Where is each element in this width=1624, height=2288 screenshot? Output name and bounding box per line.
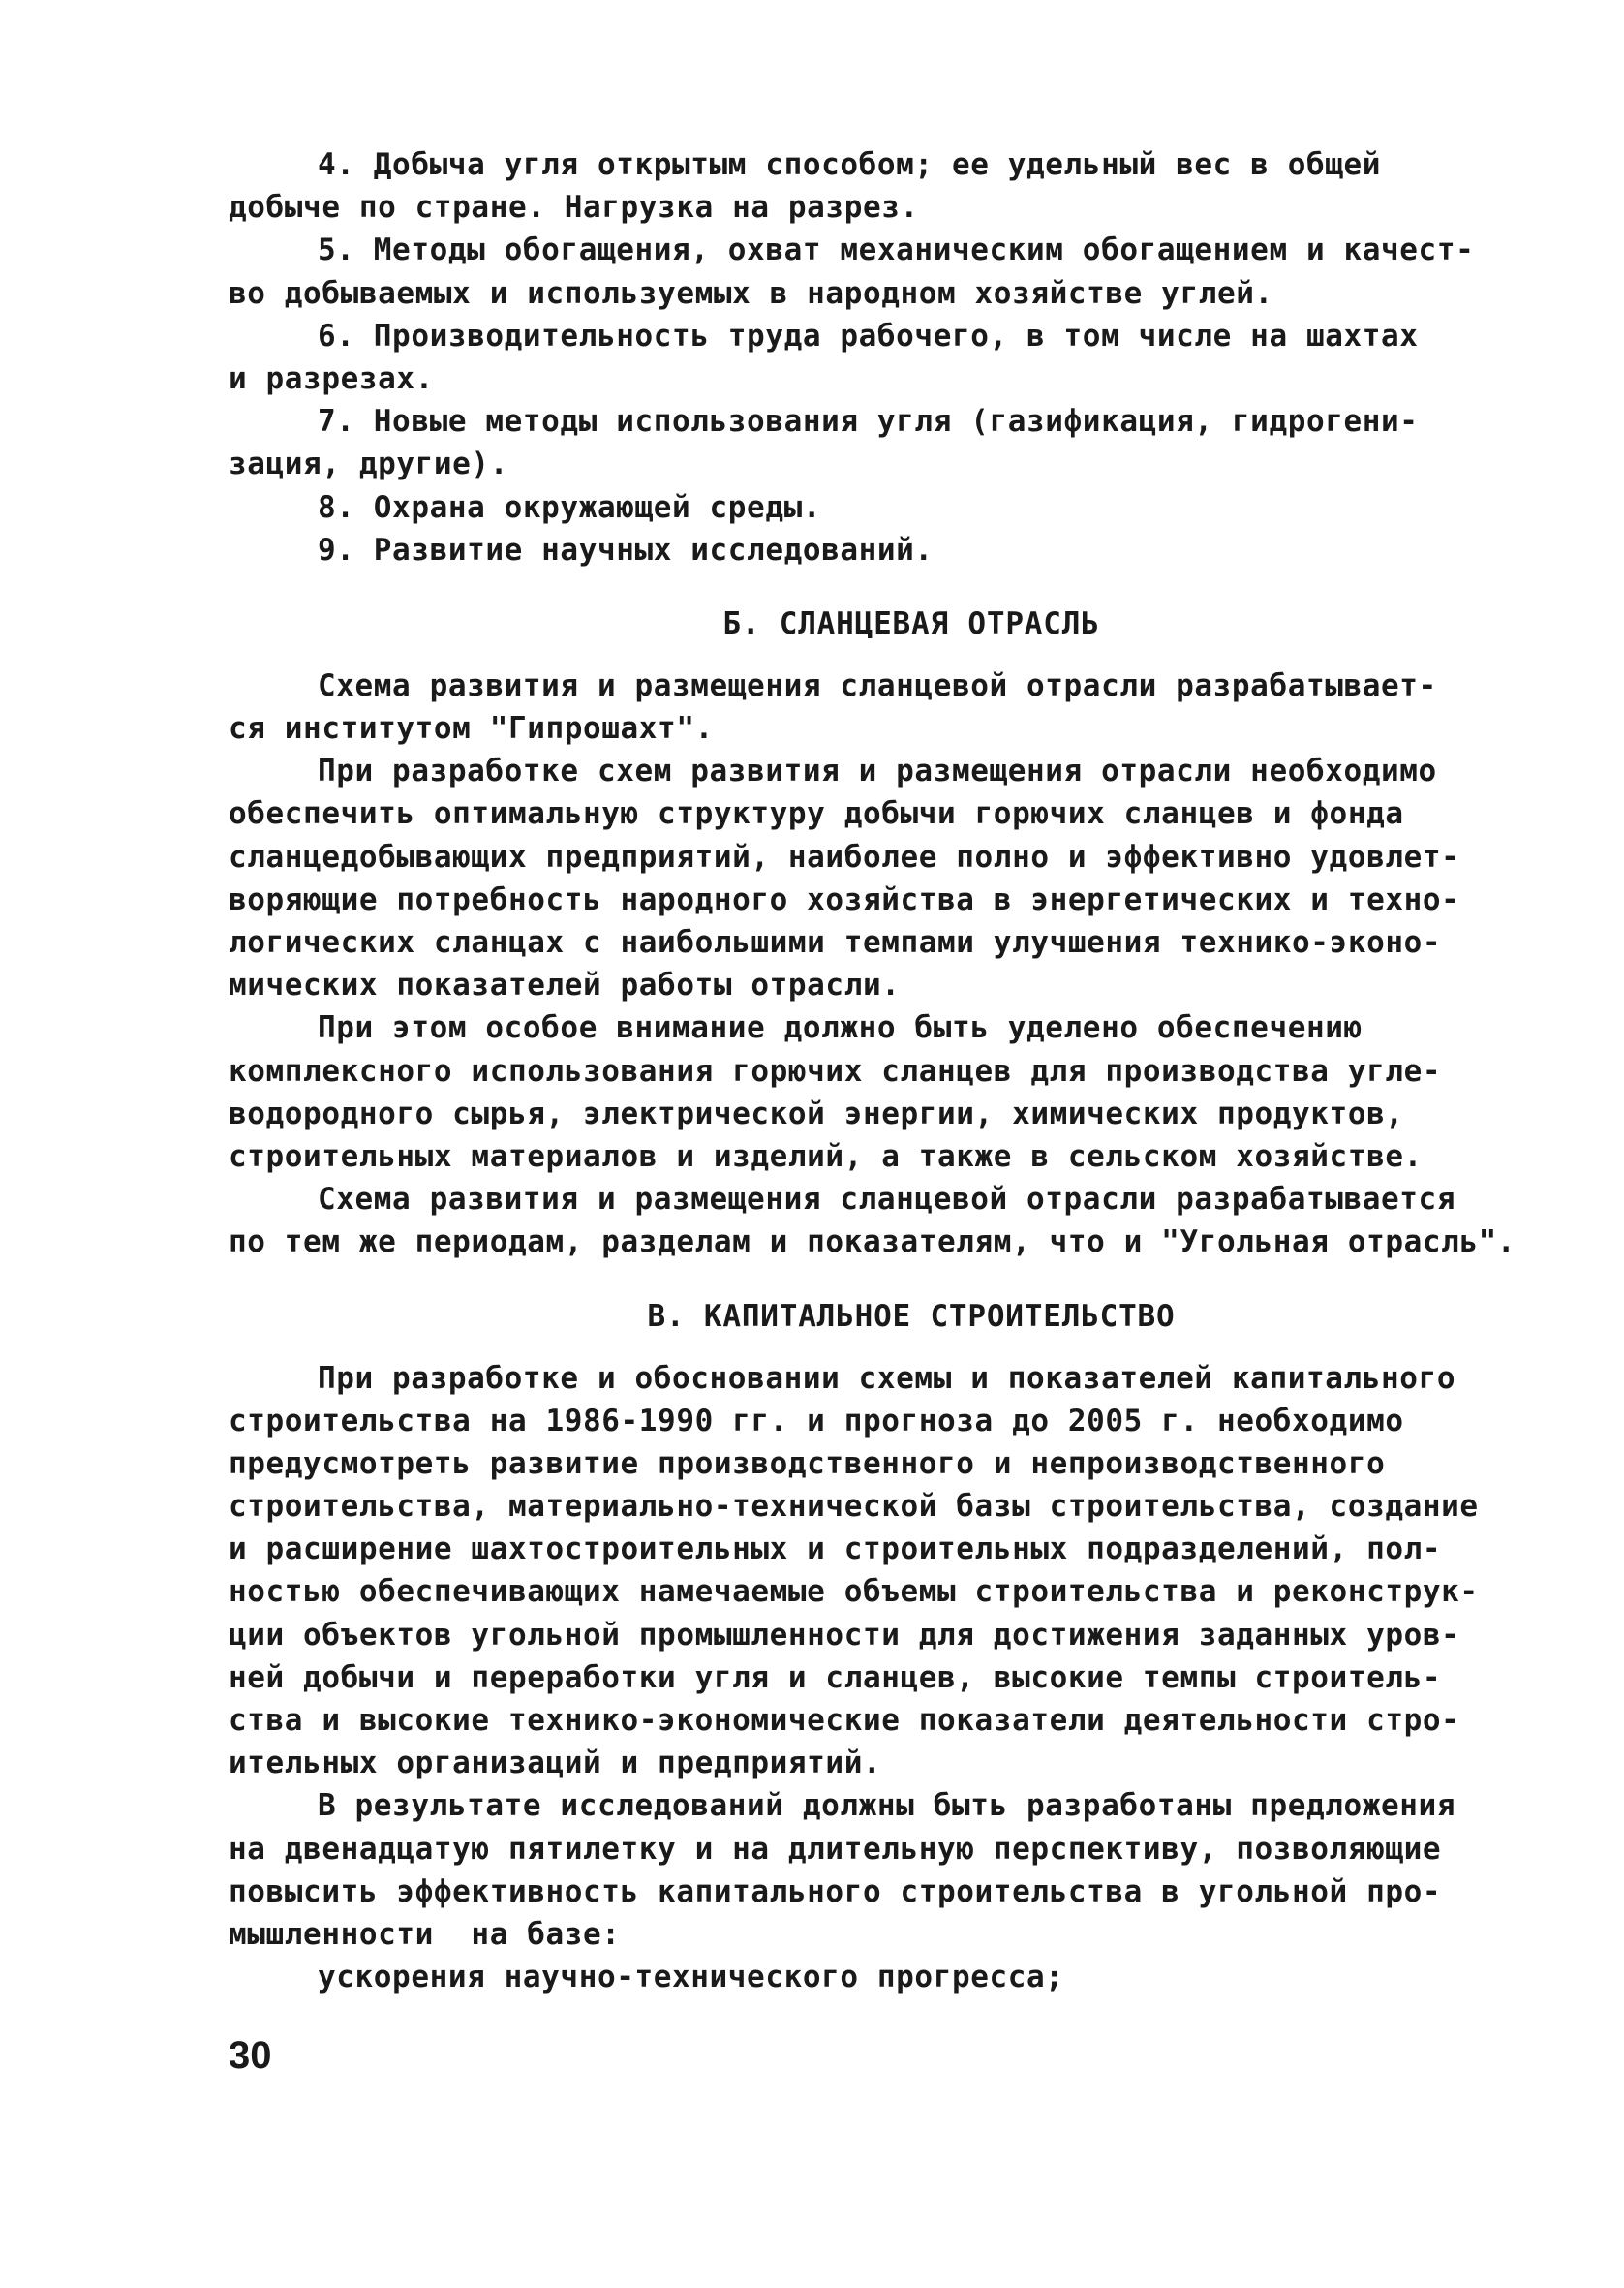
paragraph-line: строительства на 1986-1990 гг. и прогноза до 2005 г. необходимо (229, 1403, 1404, 1438)
list-item-7-cont: зация, другие). (229, 447, 508, 482)
list-item-6: 6. Производительность труда рабочего, в том числе на шахтах (318, 318, 1419, 354)
paragraph-line: сланцедобывающих предприятий, наиболее полно и эффективно удовлет- (229, 839, 1460, 875)
list-item-4: 4. Добыча угля открытым способом; ее удельный вес в общей (318, 147, 1382, 182)
page-number: 30 (229, 2034, 272, 2077)
list-item-5-cont: во добываемых и используемых в народном хозяйстве углей. (229, 275, 1273, 311)
paragraph-line: обеспечить оптимальную структуру добычи горючих сланцев и фонда (229, 796, 1404, 832)
paragraph-line: на двенадцатую пятилетку и на длительную перспективу, позволяющие (229, 1831, 1442, 1867)
paragraph-line: мических показателей работы отрасли. (229, 968, 901, 1004)
spacer (229, 572, 1478, 603)
list-item-9: 9. Развитие научных исследований. (318, 532, 934, 568)
paragraph-line: комплексного использования горючих сланцев для производства угле- (229, 1053, 1442, 1089)
paragraph-line: строительства, материально-технической базы строительства, создание (229, 1489, 1479, 1525)
list-item-8: 8. Охрана окружающей среды. (318, 489, 822, 525)
paragraph-line: ительных организаций и предприятий. (229, 1746, 882, 1781)
paragraph-line: При разработке и обосновании схемы и показателей капитального (318, 1360, 1456, 1396)
paragraph-line: ся институтом "Гипрошахт". (229, 711, 714, 747)
list-item-7: 7. Новые методы использования угля (газификация, гидрогени- (318, 404, 1419, 440)
section-heading-construction: В. КАПИТАЛЬНОЕ СТРОИТЕЛЬСТВО (647, 1298, 1176, 1334)
list-item-5: 5. Методы обогащения, охват механическим обогащением и качест- (318, 232, 1475, 268)
page-content (229, 143, 1517, 1998)
paragraph-line: При этом особое внимание должно быть уделено обеспечению (318, 1010, 1363, 1046)
paragraph-line: ства и высокие технико-экономические показатели деятельности стро- (229, 1703, 1460, 1738)
list-item-4-cont: добыче по стране. Нагрузка на разрез. (229, 190, 919, 226)
paragraph-line: ней добычи и переработки угля и сланцев, высокие темпы строитель- (229, 1659, 1442, 1695)
paragraph-line: водородного сырья, электрической энергии, химических продуктов, (229, 1096, 1404, 1131)
paragraph-line: предусмотреть развитие производственного и непроизводственного (229, 1445, 1386, 1481)
paragraph-line: воряющие потребность народного хозяйства в энергетических и техно- (229, 881, 1460, 917)
paragraph-line: ции объектов угольной промышленности для достижения заданных уров- (229, 1617, 1460, 1653)
paragraph-line: Схема развития и размещения сланцевой отрасли разрабатывает- (318, 667, 1437, 703)
list-item-6-cont: и разрезах. (229, 360, 434, 396)
paragraph-line: ускорения научно-технического прогресса; (318, 1960, 1064, 1995)
paragraph-line: Схема развития и размещения сланцевой отрасли разрабатывается (318, 1182, 1456, 1218)
paragraph-line: мышленности на базе: (229, 1916, 621, 1952)
paragraph-line: по тем же периодам, разделам и показателям, что и "Угольная отрасль". (229, 1224, 1517, 1260)
paragraph-line: логических сланцах с наибольшими темпами улучшения технико-эконо- (229, 925, 1442, 960)
spacer (229, 1338, 1478, 1357)
paragraph-line: При разработке схем развития и размещения отрасли необходимо (318, 754, 1437, 789)
section-heading-shale: Б. СЛАНЦЕВАЯ ОТРАСЛЬ (722, 605, 1100, 641)
paragraph-line: ностью обеспечивающих намечаемые объемы строительства и реконструк- (229, 1574, 1479, 1610)
paragraph-line: и расширение шахтостроительных и строительных подразделений, пол- (229, 1531, 1442, 1567)
paragraph-line: В результате исследований должны быть разработаны предложения (318, 1788, 1456, 1824)
spacer (229, 645, 1478, 665)
paragraph-line: строительных материалов и изделий, а также в сельском хозяйстве. (229, 1138, 1423, 1174)
spacer (229, 1264, 1478, 1295)
paragraph-line: повысить эффективность капитального строительства в угольной про- (229, 1873, 1442, 1909)
